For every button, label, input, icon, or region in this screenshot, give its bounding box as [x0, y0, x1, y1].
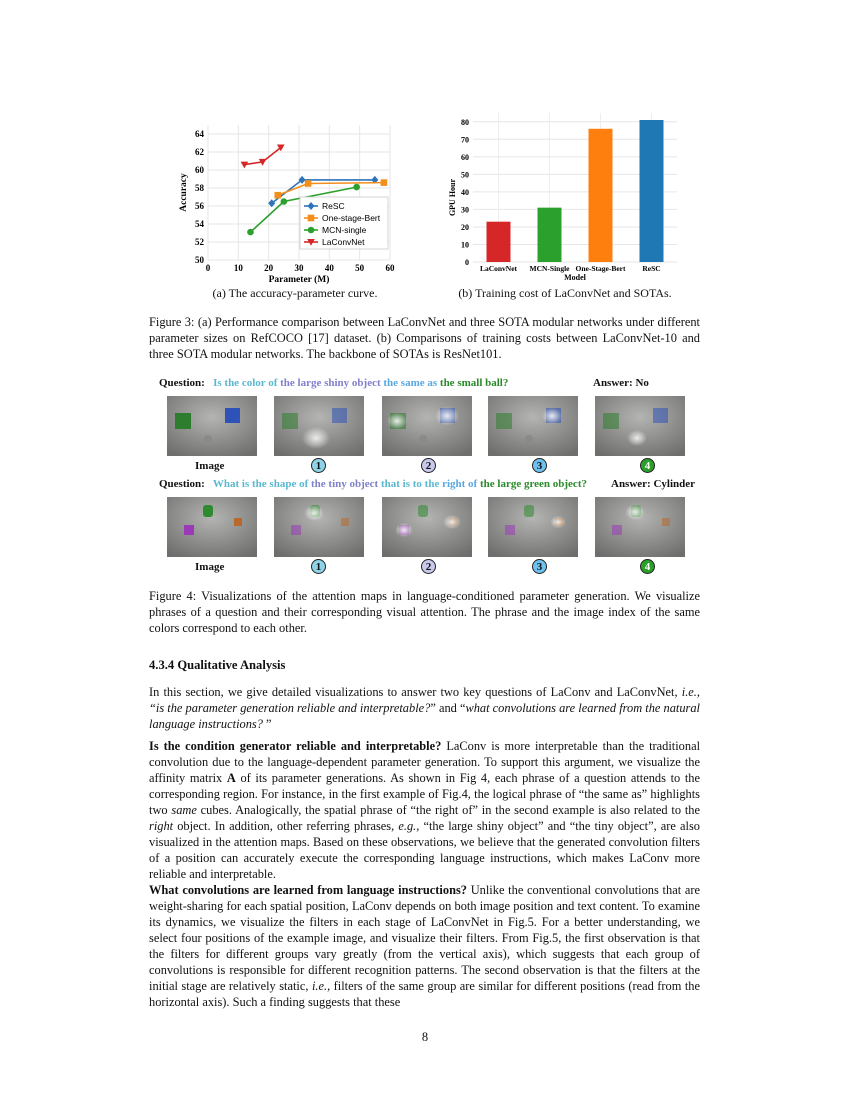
data-point — [274, 192, 281, 199]
x-tick-label: 0 — [205, 263, 211, 273]
purple-cube — [184, 525, 194, 535]
x-tick-label: 60 — [385, 263, 395, 273]
y-tick-label: 56 — [195, 201, 204, 211]
small-ball — [204, 435, 212, 443]
emphasis: same — [171, 803, 197, 817]
y-tick-label: 60 — [461, 152, 469, 162]
emphasis: right — [149, 819, 174, 833]
paragraph-text: LaConv is more interpretable than the traditional convolution due to the language-dependent parameter generation. To support this argument, we visualize the affinity matrix — [149, 739, 701, 785]
index-badge-1: 1 — [311, 559, 326, 574]
green-cylinder — [203, 505, 213, 517]
attention-highlight — [435, 406, 459, 425]
attention-map-2-3 — [488, 497, 578, 557]
x-tick-label: 40 — [324, 263, 334, 273]
small-ball — [419, 435, 427, 443]
index-badge-2: 2 — [421, 559, 436, 574]
intro-text: ” — [262, 717, 272, 731]
paragraph-text: filters of the same group are similar for different positions (read from the horizontal axis). Such a finding suggests that these — [149, 979, 700, 1009]
question-row2 — [159, 478, 587, 490]
bar-one-stage-bert — [589, 129, 613, 262]
brown-cube — [662, 518, 670, 526]
purple-cube — [291, 525, 301, 535]
data-point — [308, 215, 315, 222]
attention-highlight — [542, 408, 562, 424]
y-tick-label: 52 — [195, 237, 204, 247]
data-point — [353, 184, 360, 191]
legend-label: LaConvNet — [322, 237, 365, 247]
attention-highlight — [395, 523, 413, 537]
paragraph-reliability — [149, 738, 700, 882]
attention-map-2-4 — [595, 497, 685, 557]
intro-question-2: what convolutions are learned from the natural language instructions? — [149, 701, 700, 731]
paragraph-text: of its parameter generations. As shown in Fig 4, each phrase of a question attends to the corresponding region. For instance, in the first example of Fig.4, the logical phrase of “the same as” highlights two — [149, 771, 700, 817]
intro-paragraph — [149, 684, 700, 732]
blue-cube — [225, 408, 240, 423]
paragraph-text: “the large shiny object” and “the tiny object”, are also visualized in the attention maps. Based on these observations, we believe that the generated convolution filters of a position can accurately execute the corresponding language instructions, which makes LaConv more reliable and interpretable. — [149, 819, 700, 881]
attention-highlight — [625, 504, 645, 520]
index-badge-2: 2 — [421, 458, 436, 473]
data-point — [247, 229, 254, 236]
question-row1 — [159, 377, 508, 389]
y-tick-label: 64 — [195, 129, 204, 139]
y-tick-label: 70 — [461, 135, 469, 145]
index-badge-3: 3 — [532, 458, 547, 473]
paragraph-text: cubes. Analogically, the spatial phrase of “the right of” in the second example is also related to the — [196, 803, 701, 817]
y-tick-label: 20 — [461, 222, 469, 232]
y-tick-label: 58 — [195, 183, 204, 193]
image-label: Image — [195, 561, 225, 573]
clevr-image-1 — [167, 396, 257, 456]
phrase-3: that is to the — [380, 478, 440, 490]
data-point — [305, 180, 312, 187]
attention-map-1-3 — [488, 396, 578, 456]
x-tick-label: 30 — [294, 263, 304, 273]
green-cylinder — [418, 505, 428, 517]
legend-label: MCN-single — [322, 225, 367, 235]
y-axis-label: Accuracy — [179, 173, 189, 212]
phrase-3: the same as — [383, 377, 438, 389]
phrase-4: right of — [442, 478, 478, 490]
attention-map-1-4 — [595, 396, 685, 456]
y-tick-label: 54 — [195, 219, 204, 229]
intro-text: ” and “ — [430, 701, 466, 715]
x-tick-label: 10 — [233, 263, 243, 273]
image-label: Image — [195, 460, 225, 472]
phrase-5: the large green object? — [479, 478, 587, 490]
y-axis-label: GPU Hour — [448, 178, 457, 217]
page-number: 8 — [421, 1030, 429, 1044]
green-cube — [496, 413, 512, 429]
paragraph-text: Unlike the conventional convolutions that are weight-sharing for each spatial position, LaConv depends on both image position and text content. To examine its dynamics, we visualize the filters in each stage of LaConvNet in Fig.5. For a better understanding, we select four positions of the example image, and visualize their filters. From Fig.5, the first observation is that the filters for different groups vary greatly (from the vertical axis), which suggests that each group of convolutions is responsible for different recognition patterns. The second observation is that the filters at the initial stage are relatively static, — [149, 883, 700, 993]
x-tick-label: ReSC — [642, 264, 661, 273]
figure4-caption: Figure 4: Visualizations of the attention maps in language-conditioned parameter generation. We visualize phrases of a question and their corresponding visual attention. The phrase and the image index of the same colors correspond to each other. — [149, 589, 700, 635]
phrase-1: Is the color of — [213, 377, 278, 389]
attention-map-2-2 — [382, 497, 472, 557]
intro-question-1: i.e., “is the parameter generation reliable and interpretable? — [149, 685, 700, 715]
phrase-1: What is the shape of — [212, 478, 309, 490]
data-point — [281, 198, 288, 205]
attention-highlight — [627, 430, 647, 446]
question-label: Question: — [159, 377, 205, 389]
attention-highlight — [387, 413, 407, 429]
matrix-symbol: A — [226, 771, 236, 785]
y-tick-label: 40 — [461, 187, 469, 197]
green-cube — [603, 413, 619, 429]
paragraph-convolutions — [149, 882, 700, 1010]
attention-map-2-1 — [274, 497, 364, 557]
legend-label: ReSC — [322, 201, 345, 211]
x-axis-label: Parameter (M) — [268, 275, 330, 285]
legend-label: One-stage-Bert — [322, 213, 381, 223]
attention-highlight — [304, 505, 324, 521]
phrase-2: the large shiny object — [280, 377, 381, 389]
brown-cube — [341, 518, 349, 526]
blue-cube — [653, 408, 668, 423]
x-tick-label: 20 — [264, 263, 274, 273]
emphasis: i.e., — [311, 979, 331, 993]
index-badge-4: 4 — [640, 559, 655, 574]
y-tick-label: 10 — [461, 240, 469, 250]
index-badge-4: 4 — [640, 458, 655, 473]
paragraph-title: What convolutions are learned from language instructions? — [149, 883, 467, 897]
bar-laconvnet — [487, 222, 511, 262]
y-tick-label: 50 — [195, 255, 204, 265]
intro-text: In this section, we give detailed visualizations to answer two key questions of LaConv and LaConvNet, — [149, 685, 678, 699]
small-ball — [525, 435, 533, 443]
green-cube — [282, 413, 298, 429]
attention-highlight — [550, 516, 566, 529]
chart-training-cost — [445, 105, 680, 285]
attention-highlight — [302, 427, 330, 449]
y-tick-label: 80 — [461, 117, 469, 127]
answer-row1: Answer: No — [593, 377, 649, 389]
purple-cube — [505, 525, 515, 535]
emphasis: e.g., — [398, 819, 420, 833]
chart-accuracy-parameter — [175, 115, 415, 285]
y-tick-label: 60 — [195, 165, 204, 175]
x-tick-label: LaConvNet — [479, 264, 518, 273]
y-tick-label: 62 — [195, 147, 204, 157]
section-heading: 4.3.4 Qualitative Analysis — [149, 658, 286, 672]
green-cube — [175, 413, 191, 429]
blue-cube — [332, 408, 347, 423]
subcaption-a: (a) The accuracy-parameter curve. — [212, 286, 378, 300]
purple-cube — [612, 525, 622, 535]
bar-mcn-single — [538, 208, 562, 262]
y-tick-label: 0 — [465, 258, 469, 267]
phrase-2: the tiny object — [311, 478, 379, 490]
paragraph-title: Is the condition generator reliable and interpretable? — [149, 739, 442, 753]
index-badge-3: 3 — [532, 559, 547, 574]
subcaption-b: (b) Training cost of LaConvNet and SOTAs. — [458, 286, 672, 300]
x-tick-label: One-Stage-Bert — [575, 264, 626, 273]
y-tick-label: 30 — [461, 205, 469, 215]
x-tick-label: 50 — [355, 263, 365, 273]
attention-map-1-1 — [274, 396, 364, 456]
data-point — [308, 227, 315, 234]
x-tick-label: MCN-Single — [529, 264, 570, 273]
index-badge-1: 1 — [311, 458, 326, 473]
y-tick-label: 50 — [461, 170, 469, 180]
figure3-caption: Figure 3: (a) Performance comparison between LaConvNet and three SOTA modular networks under different parameter sizes on RefCOCO [17] dataset. (b) Comparisons of training costs between LaConvNet-10 and three SOTA modular networks. The backbone of SOTAs is ResNet101. — [149, 315, 700, 361]
answer-row2: Answer: Cylinder — [611, 478, 696, 490]
green-cylinder — [524, 505, 534, 517]
brown-cube — [234, 518, 242, 526]
clevr-image-2 — [167, 497, 257, 557]
attention-highlight — [443, 515, 461, 529]
data-point — [381, 179, 388, 186]
attention-map-1-2 — [382, 396, 472, 456]
question-label: Question: — [159, 478, 205, 490]
paragraph-text: object. In addition, other referring phrases, — [173, 819, 399, 833]
x-axis-label: Model — [564, 273, 586, 282]
phrase-4: the small ball? — [439, 377, 509, 389]
bar-resc — [640, 120, 664, 262]
